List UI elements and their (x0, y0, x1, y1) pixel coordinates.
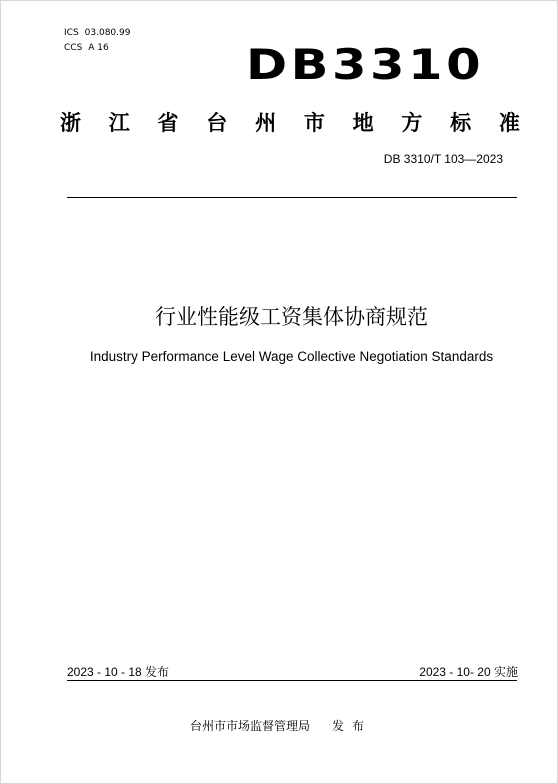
standard-type-char: 地 (352, 111, 374, 135)
issue-date: 2023 - 10 - 18 发布 (67, 665, 170, 679)
standard-type-char: 台 (206, 111, 228, 135)
publisher-line (190, 718, 372, 734)
publish-action: 发布 (332, 719, 373, 733)
standard-type-char: 方 (401, 111, 423, 135)
standard-type-char: 市 (303, 111, 325, 135)
standard-type-char: 州 (255, 111, 277, 135)
footer-divider (67, 680, 517, 681)
standard-type-char: 浙 (60, 111, 81, 135)
standard-type-char: 省 (157, 111, 179, 135)
ics-code: 03.080.99 (84, 28, 131, 38)
standard-type-char: 准 (498, 111, 520, 135)
ics-row (64, 26, 130, 41)
header-divider (67, 197, 517, 198)
standard-type-char: 江 (108, 111, 130, 135)
document-title-english: Industry Performance Level Wage Collective Negotiation Standards (89, 349, 494, 364)
standard-type-char: 标 (450, 111, 472, 135)
implementation-date: 2023 - 10- 20 实施 (419, 665, 518, 679)
document-title-chinese: 行业性能级工资集体协商规范 (155, 305, 428, 329)
standard-type-heading (60, 108, 520, 138)
db-standard-logo: DB3310 (246, 40, 485, 89)
ics-label: ICS (64, 28, 79, 38)
ccs-code: A 16 (88, 43, 109, 53)
publisher-name: 台州市市场监督管理局 (190, 719, 311, 733)
ccs-label: CCS (64, 43, 83, 53)
ccs-row (64, 41, 130, 56)
standard-number: DB 3310/T 103—2023 (383, 152, 503, 166)
classification-codes (64, 26, 130, 56)
